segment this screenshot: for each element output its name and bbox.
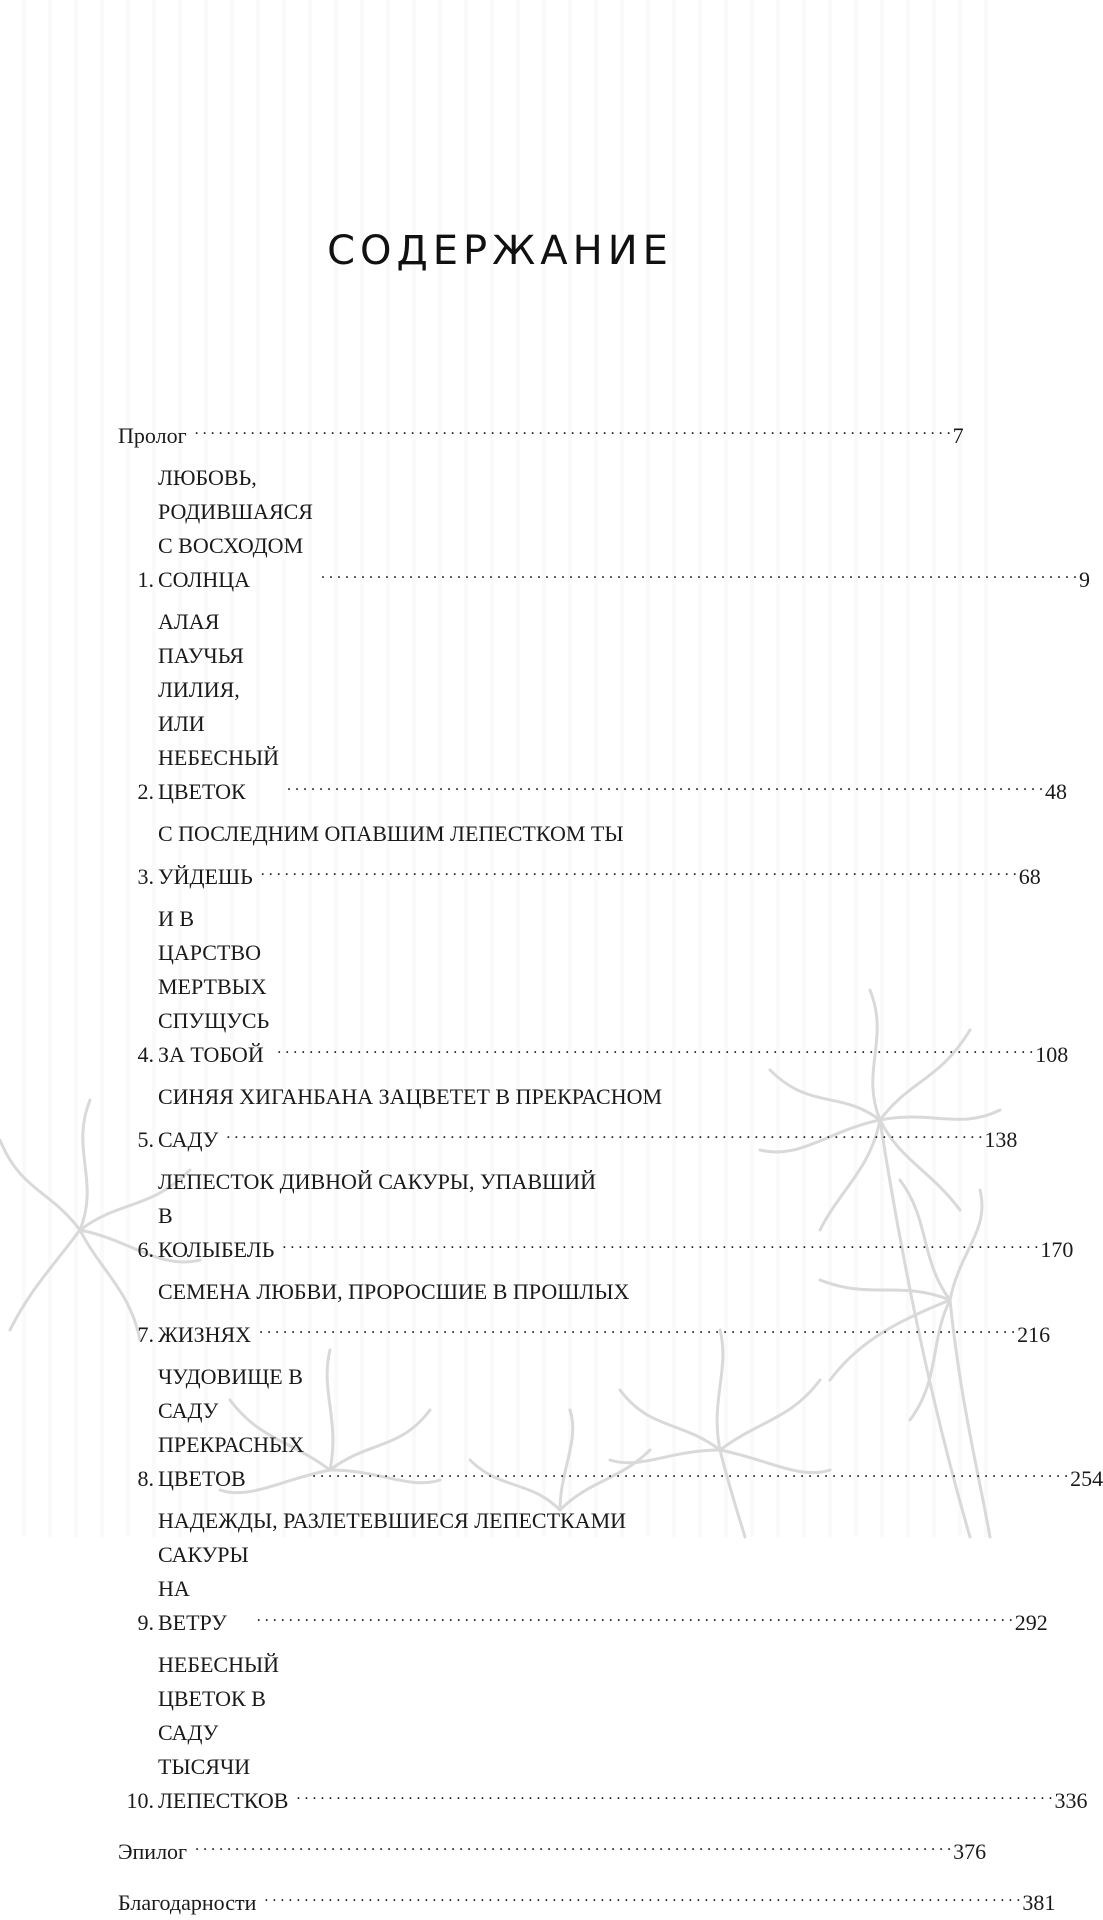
toc-page-number: 170: [1040, 1237, 1074, 1262]
toc-entry-title: САКУРЫ НА ВЕТРУ: [158, 1542, 249, 1635]
dot-leader: [282, 1224, 1038, 1261]
toc-entry-number: 6.: [137, 1237, 154, 1262]
toc-entry-number: 5.: [137, 1127, 154, 1152]
toc-entry-number: 2.: [137, 779, 154, 804]
toc-entry: [118, 1877, 1056, 1920]
toc-page-number: 292: [1014, 1610, 1048, 1635]
toc-entry: [118, 605, 1068, 809]
toc-entry-number: 9.: [137, 1610, 154, 1635]
dot-leader: [321, 554, 1077, 591]
toc-entry-title: И В ЦАРСТВО МЕРТВЫХ СПУЩУСЬ ЗА ТОБОЙ: [158, 906, 270, 1067]
dot-leader: [259, 1309, 1015, 1346]
toc-entry: [118, 1504, 1048, 1640]
toc-entry-title: ЖИЗНЯХ: [158, 1322, 252, 1347]
dot-leader: [261, 851, 1017, 888]
toc-entry: [118, 1826, 987, 1869]
toc-entry: [118, 817, 1041, 894]
toc-page-number: 138: [984, 1127, 1018, 1152]
toc-entry-number: 7.: [137, 1322, 154, 1347]
toc-entry: [118, 1275, 1051, 1352]
toc-entry-title: Благодарности: [118, 1890, 257, 1915]
toc-page-number: 336: [1054, 1788, 1088, 1813]
toc-entry: [118, 902, 1069, 1072]
toc-entry-title: УЙДЕШЬ: [158, 864, 253, 889]
toc-entry-number: 1.: [137, 567, 154, 592]
dot-leader: [257, 1597, 1013, 1634]
toc-entry-title: ЧУДОВИЩЕ В САДУ ПРЕКРАСНЫХ ЦВЕТОВ: [158, 1364, 305, 1491]
page-title: СОДЕРЖАНИЕ: [327, 228, 673, 274]
toc-entry: [118, 1360, 1103, 1496]
dot-leader: [297, 1775, 1053, 1812]
toc-entry: [118, 1648, 1088, 1818]
toc-entry-title: ЛЕПЕСТОК ДИВНОЙ САКУРЫ, УПАВШИЙ: [158, 1169, 596, 1194]
dot-leader: [264, 1877, 1020, 1914]
toc-entry-title: САДУ: [158, 1127, 219, 1152]
toc-entry-title: В КОЛЫБЕЛЬ: [158, 1203, 275, 1262]
toc-page-number: 108: [1035, 1042, 1069, 1067]
toc-page-number: 381: [1022, 1890, 1056, 1915]
toc-entry-number: 4.: [137, 1042, 154, 1067]
toc-entry-title: С ПОСЛЕДНИМ ОПАВШИМ ЛЕПЕСТКОМ ТЫ: [158, 821, 624, 846]
toc-page-number: 9: [1078, 567, 1090, 592]
toc-entry: [118, 410, 964, 453]
toc-entry-title: СЕМЕНА ЛЮБВИ, ПРОРОСШИЕ В ПРОШЛЫХ: [158, 1279, 630, 1304]
toc-page-number: 376: [953, 1839, 987, 1864]
toc-entry-title: Пролог: [118, 423, 187, 448]
toc-page-number: 7: [952, 423, 964, 448]
toc-page-number: 216: [1017, 1322, 1051, 1347]
toc-entry-title: СИНЯЯ ХИГАНБАНА ЗАЦВЕТЕТ В ПРЕКРАСНОМ: [158, 1084, 663, 1109]
toc-entry-title: ЛЮБОВЬ, РОДИВШАЯСЯ С ВОСХОДОМ СОЛНЦА: [158, 465, 313, 592]
dot-leader: [287, 766, 1043, 803]
toc-entry-number: 10.: [126, 1788, 154, 1813]
dot-leader: [312, 1453, 1068, 1490]
toc-entry-title: НАДЕЖДЫ, РАЗЛЕТЕВШИЕСЯ ЛЕПЕСТКАМИ: [158, 1508, 627, 1533]
dot-leader: [195, 1826, 951, 1863]
toc-entry: [118, 1080, 1018, 1157]
toc-entry-title: НЕБЕСНЫЙ ЦВЕТОК В САДУ ТЫСЯЧИ ЛЕПЕСТКОВ: [158, 1652, 289, 1813]
toc-page-number: 68: [1018, 864, 1041, 889]
toc-entry-number: 8.: [137, 1466, 154, 1491]
toc-entry-title: АЛАЯ ПАУЧЬЯ ЛИЛИЯ, ИЛИ НЕБЕСНЫЙ ЦВЕТОК: [158, 609, 280, 804]
dot-leader: [277, 1029, 1033, 1066]
toc-entry-title: Эпилог: [118, 1839, 188, 1864]
table-of-contents: [118, 410, 1103, 1920]
toc-entry: [118, 461, 1090, 597]
toc-entry: [118, 1165, 1074, 1267]
toc-page-number: 48: [1045, 779, 1068, 804]
dot-leader: [226, 1114, 982, 1151]
toc-page-number: 254: [1070, 1466, 1103, 1491]
toc-entry-number: 3.: [137, 864, 154, 889]
dot-leader: [195, 410, 951, 447]
